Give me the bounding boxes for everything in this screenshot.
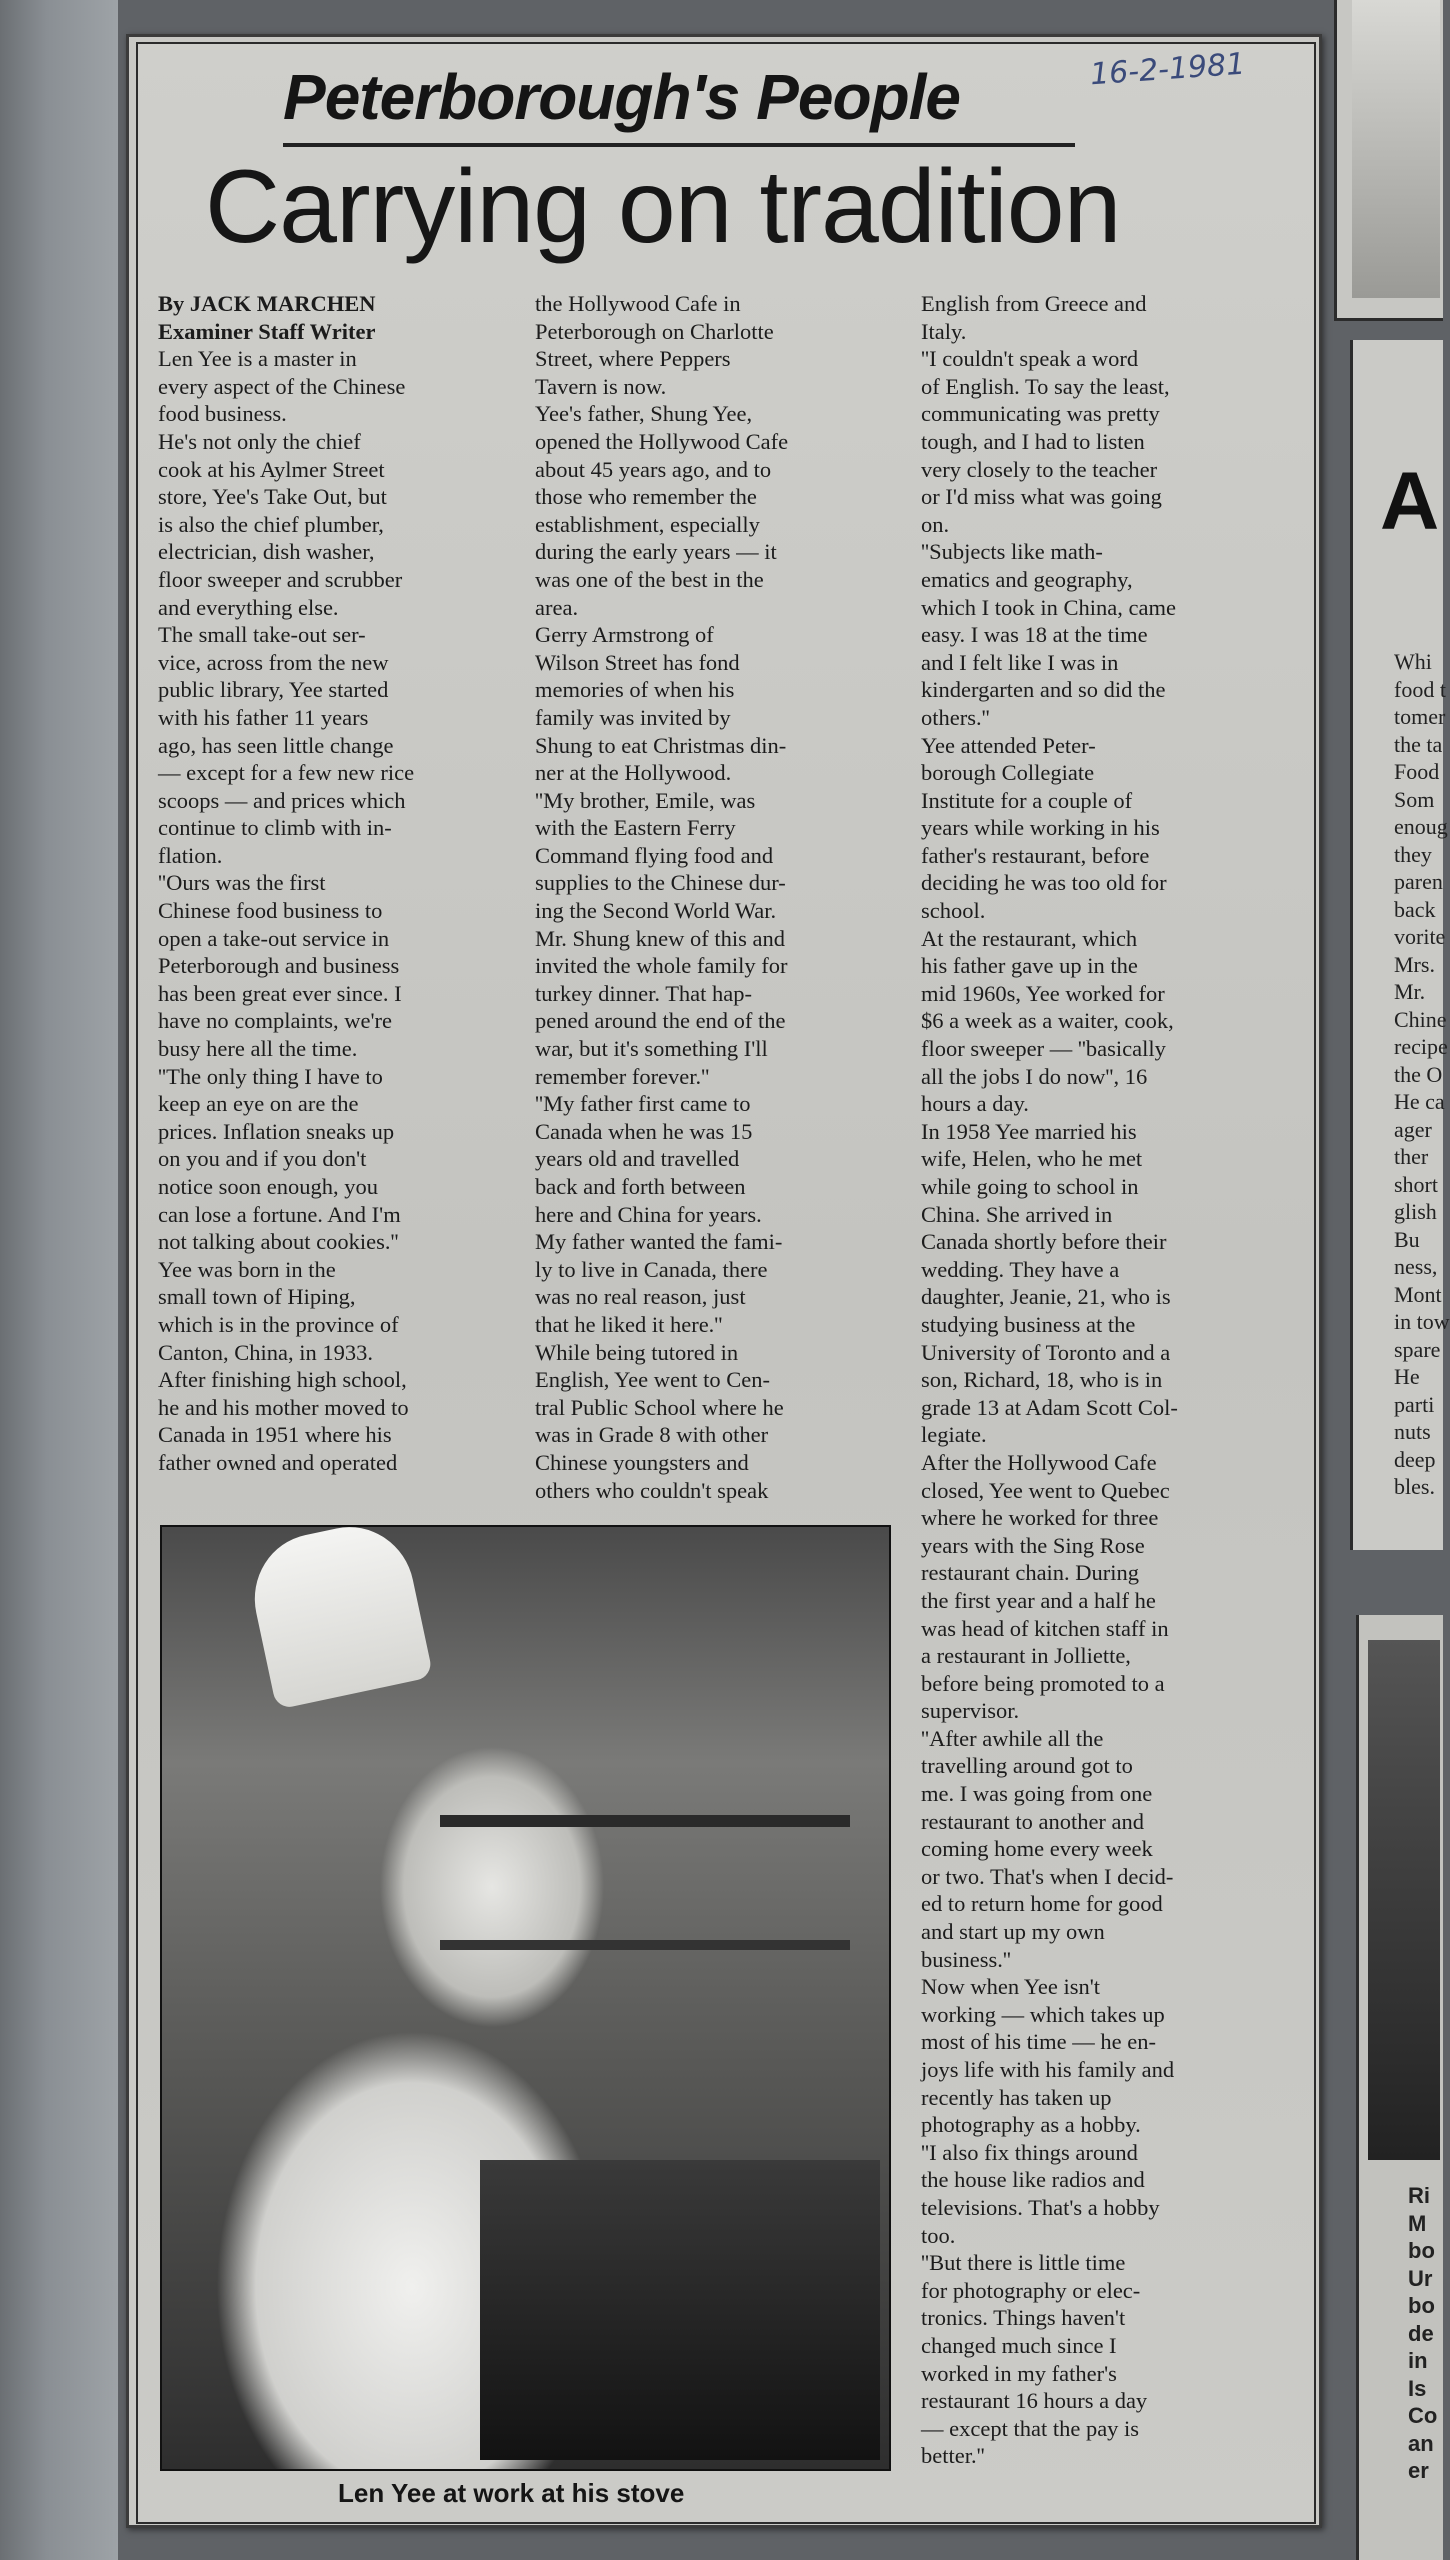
article-line: electrician, dish washer, [158, 539, 375, 565]
article-line: daughter, Jeanie, 21, who is [921, 1284, 1171, 1310]
fragment-line: food t [1394, 676, 1446, 702]
article-line: years while working in his [921, 815, 1160, 841]
article-line: was head of kitchen staff in [921, 1615, 1169, 1641]
fragment-line: Food [1394, 759, 1440, 784]
article-line: and everything else. [158, 594, 339, 620]
article-line: flation. [158, 842, 223, 868]
article-line: ner at the Hollywood. [535, 760, 732, 786]
fragment-line: Bu [1394, 1226, 1420, 1252]
article-line: travelling around got to [921, 1753, 1133, 1779]
photo-shelf-lower [440, 1940, 850, 1950]
fragment-line: Ur [1408, 2265, 1433, 2291]
article-line: those who remember the [535, 484, 757, 510]
article-line: ematics and geography, [921, 566, 1133, 592]
byline-title: Examiner Staff Writer [158, 318, 376, 344]
article-line: worked in my father's [921, 2360, 1117, 2386]
fragment-line: bo [1408, 2293, 1435, 2318]
fragment-line: in tow [1394, 1309, 1450, 1334]
article-line: son, Richard, 18, who is in [921, 1367, 1163, 1393]
article-line: The small take-out ser- [158, 622, 366, 648]
article-line: a restaurant in Jolliette, [921, 1643, 1131, 1669]
article-line: that he liked it here.'' [535, 1311, 723, 1337]
fragment-line: Chine [1394, 1006, 1447, 1032]
article-line: Chinese youngsters and [535, 1449, 749, 1475]
article-line: was in Grade 8 with other [535, 1422, 769, 1448]
fragment-line: back [1394, 896, 1436, 922]
article-line: and I felt like I was in [921, 649, 1119, 675]
article-line: for photography or elec- [921, 2277, 1141, 2303]
article-line: have no complaints, we're [158, 1008, 392, 1034]
fragment-line: the O [1394, 1061, 1443, 1087]
kicker-underline [283, 143, 1075, 147]
article-line: changed much since I [921, 2332, 1117, 2358]
fragment-line: He ca [1394, 1089, 1445, 1114]
fragment-line: Is [1408, 2375, 1427, 2401]
article-line: every aspect of the Chinese [158, 373, 406, 399]
article-line: televisions. That's a hobby [921, 2194, 1160, 2220]
adjacent-headline-fragment: A [1380, 456, 1440, 547]
article-line: Canada when he was 15 [535, 1118, 753, 1144]
article-line: Shung to eat Christmas din- [535, 732, 787, 758]
headline: Carrying on tradition [205, 149, 1121, 265]
article-line: the house like radios and [921, 2167, 1145, 2193]
article-line: keep an eye on are the [158, 1091, 359, 1117]
fragment-line: the ta [1394, 731, 1443, 757]
article-line: wedding. They have a [921, 1256, 1120, 1282]
article-line: tough, and I had to listen [921, 428, 1145, 454]
article-line: deciding he was too old for [921, 870, 1167, 896]
article-line: where he worked for three [921, 1505, 1159, 1531]
article-line: At the restaurant, which [921, 925, 1138, 951]
fragment-line: Whi [1394, 649, 1432, 674]
article-line: continue to climb with in- [158, 815, 392, 841]
article-line: notice soon enough, you [158, 1174, 378, 1199]
fragment-line: er [1408, 2458, 1429, 2483]
article-line: Peterborough and business [158, 953, 400, 979]
article-line: family was invited by [535, 704, 731, 730]
article-line: busy here all the time. [158, 1036, 358, 1062]
article-line: Yee attended Peter- [921, 732, 1096, 758]
fragment-line: Som [1394, 786, 1435, 812]
photo-shelf [440, 1815, 850, 1827]
article-line: photography as a hobby. [921, 2112, 1141, 2138]
article-line: English, Yee went to Cen- [535, 1367, 770, 1393]
adjacent-photo-bottom [1368, 1640, 1440, 2160]
article-line: very closely to the teacher [921, 456, 1158, 482]
article-line: Now when Yee isn't [921, 1974, 1101, 2000]
fragment-line: Ri [1408, 2183, 1430, 2208]
article-line: ing the Second World War. [535, 898, 777, 924]
article-line: before being promoted to a [921, 1670, 1165, 1696]
adjacent-text-fragment [1394, 648, 1450, 1501]
article-line: Canton, China, in 1933. [158, 1339, 373, 1365]
article-line: ''My father first came to [535, 1091, 751, 1117]
article-line: floor sweeper and scrubber [158, 566, 403, 592]
fragment-line: in [1408, 2348, 1428, 2373]
article-line: In 1958 Yee married his [921, 1118, 1137, 1144]
article-line: mid 1960s, Yee worked for [921, 980, 1165, 1006]
article-line: My father wanted the fami- [535, 1229, 783, 1255]
article-line: He's not only the chief [158, 428, 361, 454]
fragment-line: ther [1394, 1144, 1429, 1169]
adjacent-photo-top [1352, 0, 1440, 298]
fragment-line: Co [1408, 2403, 1438, 2428]
article-line: University of Toronto and a [921, 1339, 1171, 1365]
article-line: vice, across from the new [158, 649, 389, 675]
article-line: — except that the pay is [921, 2415, 1140, 2441]
article-line: supplies to the Chinese dur- [535, 870, 786, 896]
article-line: ''After awhile all the [921, 1725, 1104, 1751]
article-line: or I'd miss what was going [921, 484, 1162, 510]
article-line: supervisor. [921, 1698, 1020, 1724]
article-line: with the Eastern Ferry [535, 815, 736, 841]
article-line: communicating was pretty [921, 401, 1160, 427]
article-line: $6 a week as a waiter, cook, [921, 1008, 1174, 1034]
fragment-line: they [1394, 841, 1432, 867]
article-line: kindergarten and so did the [921, 677, 1166, 703]
article-line: others who couldn't speak [535, 1477, 769, 1503]
article-line: After finishing high school, [158, 1367, 407, 1393]
photo-stove [480, 2160, 880, 2460]
article-line: better.'' [921, 2443, 985, 2469]
fragment-line: ness, [1394, 1254, 1438, 1279]
article-line: on you and if you don't [158, 1146, 367, 1172]
article-line: me. I was going from one [921, 1781, 1153, 1807]
article-line: Italy. [921, 318, 967, 344]
article-line: joys life with his family and [921, 2057, 1175, 2082]
article-line: about 45 years ago, and to [535, 456, 772, 482]
fragment-line: an [1408, 2430, 1434, 2456]
article-line: is also the chief plumber, [158, 511, 384, 537]
section-kicker: Peterborough's People [283, 61, 960, 133]
article-line: hours a day. [921, 1091, 1029, 1117]
article-line: Mr. Shung knew of this and [535, 925, 785, 951]
fragment-line: short [1394, 1171, 1438, 1197]
fragment-line: paren [1394, 869, 1443, 894]
fragment-line: ager [1394, 1116, 1432, 1142]
article-line: and start up my own [921, 1919, 1105, 1945]
article-line: public library, Yee started [158, 677, 389, 703]
article-line: restaurant chain. During [921, 1560, 1140, 1586]
article-line: Tavern is now. [535, 373, 667, 399]
article-line: prices. Inflation sneaks up [158, 1118, 395, 1144]
article-line: Gerry Armstrong of [535, 622, 714, 648]
article-line: ed to return home for good [921, 1891, 1163, 1917]
photo-caption: Len Yee at work at his stove [338, 2478, 685, 2508]
fragment-line: He [1394, 1364, 1420, 1389]
article-line: Wilson Street has fond [535, 649, 740, 675]
background-board [0, 0, 118, 2560]
article-line: all the jobs I do now'', 16 [921, 1063, 1148, 1089]
article-line: While being tutored in [535, 1339, 739, 1365]
fragment-line: enoug [1394, 814, 1448, 839]
fragment-line: parti [1394, 1391, 1435, 1417]
article-line: ''I couldn't speak a word [921, 346, 1139, 372]
article-line: Len Yee is a master in [158, 346, 357, 372]
article-line: ''The only thing I have to [158, 1063, 383, 1089]
article-line: most of his time — he en- [921, 2029, 1156, 2055]
column-1-body [158, 345, 488, 1476]
article-line: easy. I was 18 at the time [921, 622, 1148, 648]
fragment-line: Mont [1394, 1281, 1442, 1307]
article-line: school. [921, 898, 986, 924]
article-line: tral Public School where he [535, 1394, 784, 1420]
byline-author: By JACK MARCHEN [158, 291, 376, 316]
fragment-line: deep [1394, 1446, 1436, 1472]
article-line: while going to school in [921, 1174, 1139, 1199]
fragment-line: M [1408, 2210, 1427, 2236]
article-line: too. [921, 2222, 956, 2248]
article-line: ly to live in Canada, there [535, 1256, 768, 1282]
fragment-line: Mrs. [1394, 951, 1435, 977]
article-line: ''But there is little time [921, 2250, 1126, 2276]
article-line: war, but it's something I'll [535, 1036, 768, 1062]
article-line: or two. That's when I decid- [921, 1863, 1174, 1889]
article-line: Peterborough on Charlotte [535, 318, 774, 344]
article-line: store, Yee's Take Out, but [158, 484, 387, 510]
article-line: open a take-out service in [158, 925, 390, 951]
article-line: pened around the end of the [535, 1008, 786, 1034]
article-line: cook at his Aylmer Street [158, 456, 385, 482]
article-line: After the Hollywood Cafe [921, 1449, 1157, 1475]
article-line: back and forth between [535, 1174, 746, 1199]
article-line: the first year and a half he [921, 1587, 1156, 1613]
article-line: father owned and operated [158, 1449, 398, 1475]
text-column-1 [158, 290, 488, 1477]
fragment-line: Mr. [1394, 979, 1426, 1004]
article-line: was no real reason, just [535, 1284, 746, 1310]
article-line: Command flying food and [535, 842, 774, 868]
fragment-line: bo [1408, 2238, 1435, 2263]
article-line: ''Subjects like math- [921, 539, 1103, 565]
article-line: Institute for a couple of [921, 787, 1133, 813]
article-line: working — which takes up [921, 2001, 1165, 2027]
article-line: ''I also fix things around [921, 2139, 1138, 2165]
text-column-3 [921, 290, 1266, 2470]
article-line: was one of the best in the [535, 566, 764, 592]
text-column-2 [535, 290, 880, 1504]
article-line: Yee was born in the [158, 1256, 336, 1282]
fragment-line: recipe [1394, 1034, 1448, 1059]
article-line: years with the Sing Rose [921, 1532, 1145, 1558]
article-line: establishment, especially [535, 511, 760, 537]
article-line: China. She arrived in [921, 1201, 1113, 1227]
article-line: grade 13 at Adam Scott Col- [921, 1394, 1178, 1420]
fragment-line: tomer [1394, 704, 1446, 729]
article-line: opened the Hollywood Cafe [535, 428, 789, 454]
article-line: which is in the province of [158, 1311, 399, 1337]
fragment-line: vorite [1394, 924, 1446, 949]
article-line: restaurant to another and [921, 1808, 1145, 1834]
article-line: he and his mother moved to [158, 1394, 409, 1420]
article-line: of English. To say the least, [921, 373, 1170, 399]
article-line: borough Collegiate [921, 760, 1095, 786]
article-line: ago, has seen little change [158, 732, 394, 758]
article-line: — except for a few new rice [158, 760, 415, 786]
article-line: English from Greece and [921, 291, 1147, 316]
article-line: which I took in China, came [921, 594, 1176, 620]
article-line: recently has taken up [921, 2084, 1112, 2110]
article-line: coming home every week [921, 1836, 1153, 1862]
article-line: father's restaurant, before [921, 842, 1150, 868]
article-line: not talking about cookies.'' [158, 1229, 399, 1255]
article-line: memories of when his [535, 677, 735, 703]
fragment-line: nuts [1394, 1419, 1431, 1444]
article-line: can lose a fortune. And I'm [158, 1201, 401, 1227]
article-line: floor sweeper — ''basically [921, 1036, 1166, 1062]
article-line: business.'' [921, 1946, 1011, 1972]
article-line: his father gave up in the [921, 953, 1138, 979]
article-line: on. [921, 511, 950, 537]
article-line: turkey dinner. That hap- [535, 980, 753, 1006]
article-line: studying business at the [921, 1311, 1136, 1337]
article-line: area. [535, 594, 579, 620]
fragment-line: de [1408, 2320, 1434, 2346]
article-line: Street, where Peppers [535, 346, 731, 372]
article-line: legiate. [921, 1422, 987, 1448]
fragment-line: glish [1394, 1199, 1437, 1224]
article-line: closed, Yee went to Quebec [921, 1477, 1170, 1503]
article-line: restaurant 16 hours a day [921, 2388, 1148, 2414]
adjacent-lower-fragment [1408, 2182, 1448, 2485]
article-line: years old and travelled [535, 1146, 740, 1172]
article-line: with his father 11 years [158, 704, 369, 730]
handwritten-date: 16-2-1981 [1088, 46, 1247, 93]
article-line: Chinese food business to [158, 898, 383, 924]
article-line: invited the whole family for [535, 953, 788, 979]
article-line: has been great ever since. I [158, 980, 402, 1006]
article-line: Canada shortly before their [921, 1229, 1167, 1255]
article-line: food business. [158, 401, 287, 427]
article-line: small town of Hiping, [158, 1284, 356, 1310]
article-line: ''My brother, Emile, was [535, 787, 756, 813]
article-line: here and China for years. [535, 1201, 762, 1227]
article-line: scoops — and prices which [158, 787, 406, 813]
article-line: remember forever.'' [535, 1063, 710, 1089]
fragment-line: bles. [1394, 1474, 1435, 1499]
article-line: Yee's father, Shung Yee, [535, 401, 753, 427]
article-line: the Hollywood Cafe in [535, 291, 741, 316]
article-line: during the early years — it [535, 539, 777, 565]
article-line: tronics. Things haven't [921, 2305, 1126, 2331]
article-line: Canada in 1951 where his [158, 1422, 392, 1448]
fragment-line: spare [1394, 1336, 1441, 1362]
article-line: ''Ours was the first [158, 870, 326, 896]
article-line: others.'' [921, 704, 990, 730]
article-line: wife, Helen, who he met [921, 1146, 1143, 1172]
